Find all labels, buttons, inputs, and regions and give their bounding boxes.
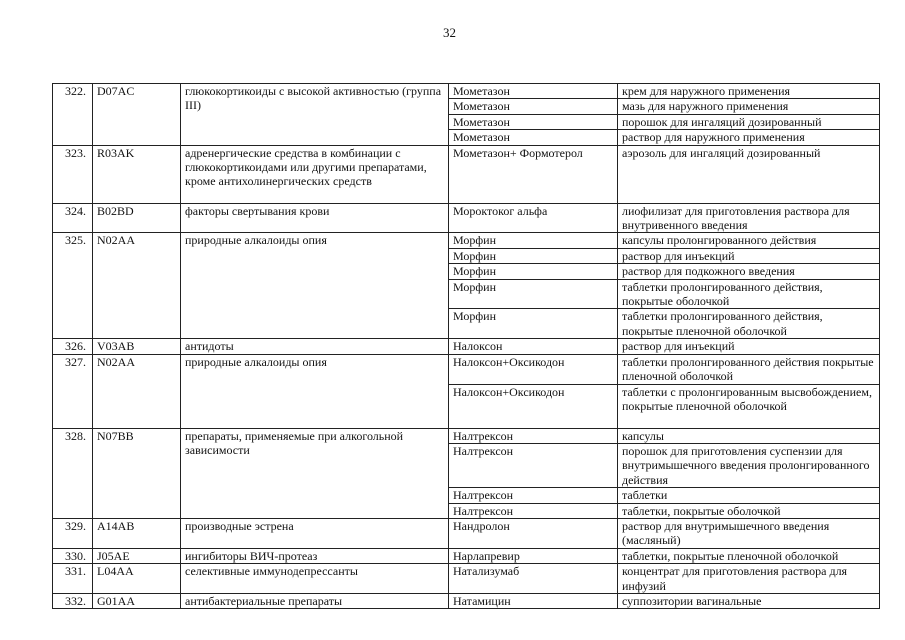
dosage-form: концентрат для приготовления раствора для инфузий: [618, 564, 880, 594]
group-name: глюкокортикоиды с высокой активностью (группа III): [181, 84, 449, 146]
atc-code: J05AE: [93, 548, 181, 563]
dosage-form: порошок для приготовления суспензии для внутримышечного введения пролонгированного действия: [618, 443, 880, 487]
atc-code: V03AB: [93, 339, 181, 354]
atc-code: D07AC: [93, 84, 181, 146]
group-name: антибактериальные препараты: [181, 593, 449, 608]
group-name: факторы свертывания крови: [181, 203, 449, 233]
row-number: 332.: [53, 593, 93, 608]
atc-code: R03AK: [93, 145, 181, 203]
drug-name: Мометазон: [449, 99, 618, 114]
atc-code: N02AA: [93, 233, 181, 339]
atc-code: B02BD: [93, 203, 181, 233]
row-number: 322.: [53, 84, 93, 146]
group-name: селективные иммунодепрессанты: [181, 564, 449, 594]
dosage-form: суппозитории вагинальные: [618, 593, 880, 608]
drug-name: Мометазон: [449, 130, 618, 145]
group-name: адренергические средства в комбинации с глюкокортикоидами или другими препаратами, кроме антихолинергических средств: [181, 145, 449, 203]
row-number: 323.: [53, 145, 93, 203]
table-row: [53, 339, 880, 354]
dosage-form: капсулы пролонгированного действия: [618, 233, 880, 248]
drug-name: Нандролон: [449, 518, 618, 548]
drug-name: Морфин: [449, 309, 618, 339]
drug-name: Налоксон+Оксикодон: [449, 354, 618, 384]
dosage-form: аэрозоль для ингаляций дозированный: [618, 145, 880, 203]
group-name: производные эстрена: [181, 518, 449, 548]
drug-name: Налоксон+Оксикодон: [449, 384, 618, 428]
drug-name: Натамицин: [449, 593, 618, 608]
dosage-form: капсулы: [618, 428, 880, 443]
dosage-form: таблетки пролонгированного действия, покрытые пленочной оболочкой: [618, 309, 880, 339]
row-number: 329.: [53, 518, 93, 548]
dosage-form: раствор для внутримышечного введения (масляный): [618, 518, 880, 548]
dosage-form: порошок для ингаляций дозированный: [618, 114, 880, 129]
atc-code: A14AB: [93, 518, 181, 548]
drug-name: Мометазон+ Формотерол: [449, 145, 618, 203]
table-row: [53, 518, 880, 548]
row-number: 331.: [53, 564, 93, 594]
table-row: [53, 84, 880, 99]
row-number: 324.: [53, 203, 93, 233]
group-name: препараты, применяемые при алкогольной зависимости: [181, 428, 449, 518]
drug-name: Морфин: [449, 264, 618, 279]
table-row: [53, 564, 880, 594]
table-row: [53, 145, 880, 203]
dosage-form: раствор для инъекций: [618, 248, 880, 263]
dosage-form: крем для наружного применения: [618, 84, 880, 99]
atc-code: G01AA: [93, 593, 181, 608]
dosage-form: мазь для наружного применения: [618, 99, 880, 114]
drug-name: Натализумаб: [449, 564, 618, 594]
row-number: 328.: [53, 428, 93, 518]
dosage-form: таблетки пролонгированного действия покрытые пленочной оболочкой: [618, 354, 880, 384]
group-name: природные алкалоиды опия: [181, 354, 449, 428]
drug-name: Морфин: [449, 233, 618, 248]
drug-name: Морфин: [449, 248, 618, 263]
drug-name: Нарлапревир: [449, 548, 618, 563]
table-row: [53, 203, 880, 233]
page-number: 32: [443, 25, 456, 40]
row-number: 326.: [53, 339, 93, 354]
atc-code: N07BB: [93, 428, 181, 518]
drug-name: Мороктоког альфа: [449, 203, 618, 233]
dosage-form: раствор для инъекций: [618, 339, 880, 354]
atc-code: N02AA: [93, 354, 181, 428]
group-name: ингибиторы ВИЧ-протеаз: [181, 548, 449, 563]
table-row: [53, 428, 880, 443]
drug-name: Налоксон: [449, 339, 618, 354]
row-number: 330.: [53, 548, 93, 563]
drug-table: [52, 83, 880, 609]
table-row: [53, 593, 880, 608]
atc-code: L04AA: [93, 564, 181, 594]
group-name: природные алкалоиды опия: [181, 233, 449, 339]
table-row: [53, 548, 880, 563]
dosage-form: таблетки пролонгированного действия, покрытые оболочкой: [618, 279, 880, 309]
drug-name: Мометазон: [449, 84, 618, 99]
drug-name: Мометазон: [449, 114, 618, 129]
table-row: [53, 354, 880, 384]
dosage-form: лиофилизат для приготовления раствора для внутривенного введения: [618, 203, 880, 233]
drug-name: Налтрексон: [449, 503, 618, 518]
drug-name: Морфин: [449, 279, 618, 309]
drug-name: Налтрексон: [449, 428, 618, 443]
row-number: 327.: [53, 354, 93, 428]
dosage-form: таблетки, покрытые пленочной оболочкой: [618, 548, 880, 563]
dosage-form: таблетки с пролонгированным высвобождением, покрытые пленочной оболочкой: [618, 384, 880, 428]
table-row: [53, 233, 880, 248]
group-name: антидоты: [181, 339, 449, 354]
drug-name: Налтрексон: [449, 488, 618, 503]
dosage-form: таблетки: [618, 488, 880, 503]
dosage-form: раствор для подкожного введения: [618, 264, 880, 279]
dosage-form: таблетки, покрытые оболочкой: [618, 503, 880, 518]
dosage-form: раствор для наружного применения: [618, 130, 880, 145]
drug-name: Налтрексон: [449, 443, 618, 487]
row-number: 325.: [53, 233, 93, 339]
